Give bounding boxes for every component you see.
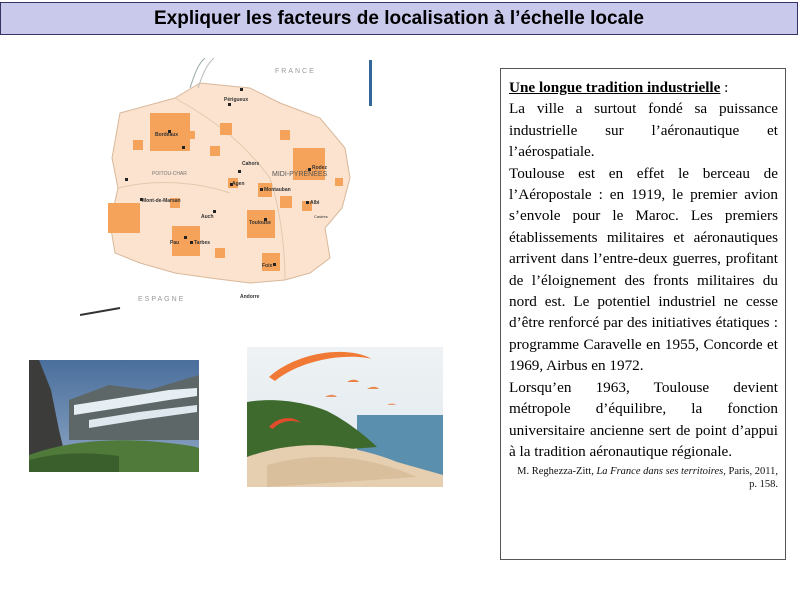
source-author: M. Reghezza-Zitt, — [517, 466, 597, 478]
text-heading-line — [509, 77, 778, 98]
map-label-mont-de-marsan: Mont-de-Marsan — [142, 198, 181, 204]
map-label-andorre: Andorre — [240, 294, 260, 300]
text-paragraph: Lorsqu’en 1963, Toulouse devient métropole d’équilibre, la fonction universitaire ancienne sert de point d’appui à la tradition aéronautique régionale. — [509, 378, 778, 460]
text-paragraph: La ville a surtout fondé sa puissance industrielle sur l’aéronautique et l’aérospatiale. — [509, 100, 778, 161]
map-label-foix: Foix — [262, 263, 273, 269]
map-label-espagne: ESPAGNE — [138, 296, 186, 303]
mountain-photo — [29, 360, 199, 472]
text-heading: Une longue tradition industrielle — [509, 79, 721, 96]
map-label-cahors: Cahors — [242, 161, 260, 167]
map-label-auch: Auch — [201, 214, 214, 220]
map-label-rodez: Rodez — [312, 165, 327, 171]
map-label-albi: Albi — [310, 200, 320, 206]
map-label-agen: Agen — [232, 181, 245, 187]
map-label-bordeaux: Bordeaux — [155, 132, 179, 138]
map-label-tarbes: Tarbes — [194, 240, 211, 246]
map-label-castres: Castres — [314, 214, 328, 219]
map-label-toulouse: Toulouse — [249, 220, 271, 226]
map-label-pau: Pau — [170, 240, 180, 246]
source-work: La France dans ses territoires — [596, 466, 724, 478]
map-label-montauban: Montauban — [264, 187, 291, 193]
source-rest: , Paris, 2011, p. 158. — [723, 466, 778, 491]
map-label-region-right: MIDI-PYRÉNÉES — [272, 171, 328, 178]
page-title: Expliquer les facteurs de localisation à l’échelle locale — [154, 7, 644, 29]
title-bar — [0, 2, 798, 35]
map-label-region-left: POITOU-CHAR — [152, 171, 187, 177]
text-box — [500, 68, 786, 560]
source-citation — [509, 465, 778, 491]
map-marker-mont-de-marsan — [108, 203, 140, 233]
map-label-perigueux: Périgueux — [224, 97, 249, 103]
paragliding-dune-photo — [247, 347, 443, 487]
map-label-france: FRANCE — [275, 68, 316, 75]
text-heading-suffix: : — [720, 79, 729, 96]
text-paragraph: Toulouse est en effet le berceau de l’Aéropostale : en 1919, le premier avion s’envole pour le Maroc. Les premiers établissements militaires et aéronautiques arrivent dans l’entre-deux guerres, profitant de l’éloignement des fronts militaires du nord est. Le potentiel industriel ne cesse d’être renforcé par des initiatives étatiques : programme Caravelle en 1955, Concorde et 1969, Airbus en 1972. — [509, 164, 778, 375]
industrial-map — [80, 58, 380, 320]
